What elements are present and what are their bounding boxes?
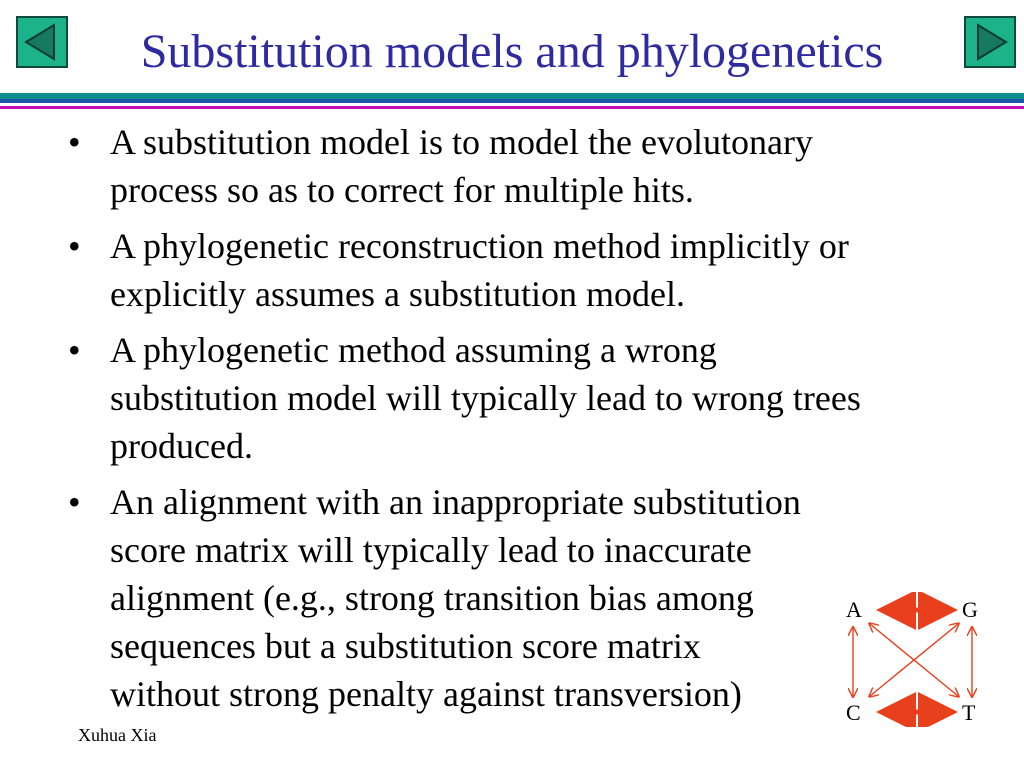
slide-title: Substitution models and phylogenetics — [140, 25, 884, 78]
bullet-text-line: A phylogenetic reconstruction method implicitly or — [110, 226, 849, 266]
triangle-right-icon — [966, 18, 1014, 66]
header-rule-blue — [0, 99, 1024, 103]
header-rule-magenta — [0, 106, 1024, 109]
bullet-item — [68, 222, 968, 318]
node-a-label: A — [846, 597, 862, 622]
bullet-dot: • — [68, 330, 81, 370]
bullet-text-line: A substitution model is to model the evolutonary — [110, 122, 813, 162]
bullet-text-line: produced. — [110, 426, 253, 466]
nucleotide-substitution-diagram — [836, 592, 996, 727]
bullet-text-line: A phylogenetic method assuming a wrong — [110, 330, 717, 370]
bullet-text-line: explicitly assumes a substitution model. — [110, 274, 685, 314]
next-slide-button[interactable] — [964, 16, 1016, 68]
bullet-text-line: substitution model will typically lead to wrong trees — [110, 378, 861, 418]
bullet-dot: • — [68, 122, 81, 162]
bullet-dot: • — [68, 226, 81, 266]
bullet-text-line: score matrix will typically lead to inaccurate — [110, 530, 752, 570]
bullet-list — [68, 118, 968, 726]
bullet-item — [68, 326, 968, 470]
bullet-item — [68, 478, 968, 718]
node-t-label: T — [962, 700, 976, 725]
bullet-text-line: An alignment with an inappropriate substitution — [110, 482, 801, 522]
author-footer: Xuhua Xia — [78, 725, 157, 745]
node-c-label: C — [846, 700, 861, 725]
bullet-text-line: without strong penalty against transversion) — [110, 674, 742, 714]
bullet-item — [68, 118, 968, 214]
bullet-text-line: sequences but a substitution score matrix — [110, 626, 701, 666]
bullet-text-line: alignment (e.g., strong transition bias among — [110, 578, 754, 618]
bullet-text-line: process so as to correct for multiple hits. — [110, 170, 694, 210]
node-g-label: G — [962, 597, 978, 622]
bullet-dot: • — [68, 482, 81, 522]
